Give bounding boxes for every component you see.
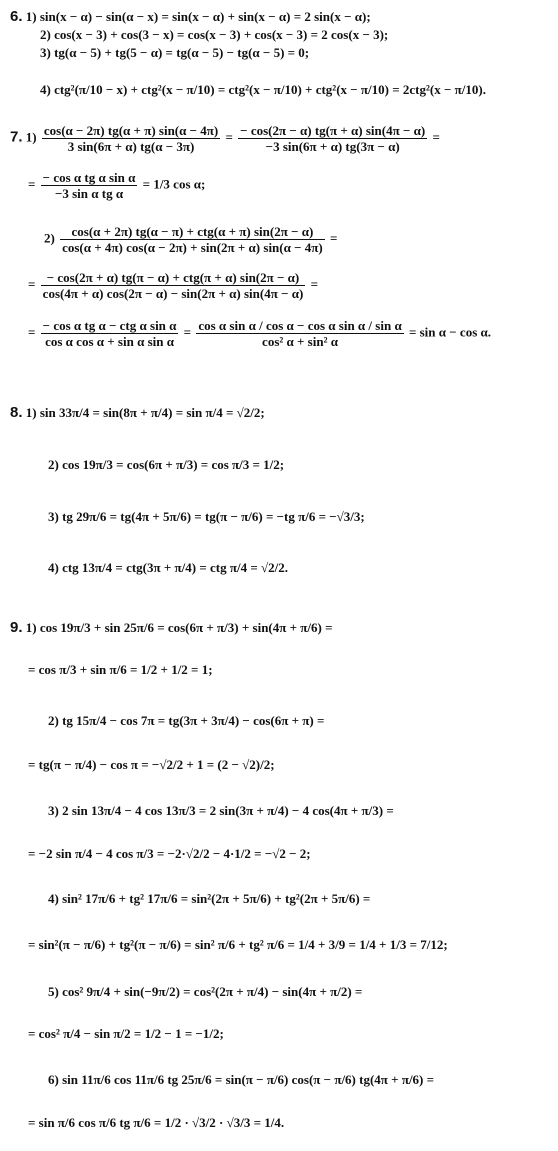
equation-line: 3) 2 sin 13π/4 − 4 cos 13π/3 = 2 sin(3π + π/4) − 4 cos(4π + π/3) = bbox=[48, 803, 394, 818]
equation-line: = $\frac{\text{− cos α tg α sin α}}{\text{−3 sin α tg α}}$ = 1/3 cos α; bbox=[28, 170, 206, 201]
denominator: cos(4π + α) cos(2π − α) − sin(2π + α) sin(4π − α) bbox=[42, 286, 304, 301]
result: = sin α − cos α. bbox=[408, 324, 492, 340]
denominator: −3 sin(6π + α) tg(3π − α) bbox=[265, 139, 400, 154]
equation-line: 3) tg(α − 5) + tg(5 − α) = tg(α − 5) − tg(α − 5) = 0; bbox=[40, 45, 310, 60]
equation-line: = −2 sin π/4 − 4 cos π/3 = −2·√2/2 − 4·1/2 = −√2 − 2; bbox=[28, 846, 311, 861]
equation-line: = sin²(π − π/6) + tg²(π − π/6) = sin² π/6 + tg² π/6 = 1/4 + 3/9 = 1/4 + 1/3 = 7/12; bbox=[28, 937, 448, 952]
equation-line: = cos π/3 + sin π/6 = 1/2 + 1/2 = 1; bbox=[28, 662, 213, 677]
equation-line: 4) sin² 17π/6 + tg² 17π/6 = sin²(2π + 5π/6) + tg²(2π + 5π/6) = bbox=[48, 891, 371, 906]
fraction bbox=[196, 318, 403, 349]
fraction bbox=[238, 123, 427, 154]
part-label: 1) bbox=[25, 129, 37, 145]
problem-7-part-1: 7. 1) $\frac{\cos(\alpha - 2\pi) tg(\alpha + \pi) \sin(\alpha - 4\pi)}{3 \sin(6\pi + \alpha) tg(\alpha - 3\pi)}$ = $\frac{- \cos(2\pi - \alpha) tg(\pi + \alpha) \sin(4\pi - \alpha)}{-3 \sin(6\pi + \alpha) tg(3\pi - \alpha)}$ = bbox=[10, 123, 440, 154]
fraction bbox=[41, 318, 179, 349]
result: = 1/3 cos α; bbox=[142, 176, 206, 192]
numerator: cos(α − 2π) tg(α + π) sin(α − 4π) bbox=[43, 123, 219, 138]
numerator: cos α sin α / cos α − cos α sin α / sin α bbox=[198, 318, 402, 333]
problem-number: 7. bbox=[10, 128, 23, 146]
problem-number: 9. bbox=[10, 619, 23, 636]
fraction bbox=[60, 224, 325, 255]
equation-line: = $\frac{\text{− cos α tg α − ctg α sin α}}{\text{cos α cos α + sin α sin α}}$ = $\frac{\text{cos α sin α / cos α − cos α sin α / sin α}}{\text{cos² α + sin² α}}$ = sin α − cos α. bbox=[28, 318, 492, 349]
equation-line: 1) sin(x − α) − sin(α − x) = sin(x − α) + sin(x − α) = 2 sin(x − α); bbox=[25, 9, 371, 24]
equation-line: 1) sin 33π/4 = sin(8π + π/4) = sin π/4 = √2/2; bbox=[25, 405, 265, 420]
problem-7-part-2: 2) $\frac{\text{cos(α + 2π) tg(α − π) + ctg(α + π) sin(2π − α)}}{\cos(\alpha + 4\pi) \cos(\alpha - 2\pi) + \sin(2\pi + \alpha) \sin(\alpha - 4\pi)}$ = bbox=[44, 224, 338, 255]
equation-line: 3) tg 29π/6 = tg(4π + 5π/6) = tg(π − π/6) = −tg π/6 = −√3/3; bbox=[48, 509, 365, 524]
numerator: cos(α + 2π) tg(α − π) + ctg(α + π) sin(2π − α) bbox=[60, 224, 325, 240]
equation-line: = cos² π/4 − sin π/2 = 1/2 − 1 = −1/2; bbox=[28, 1026, 224, 1041]
equation-line: = sin π/6 cos π/6 tg π/6 = 1/2 · √3/2 · √3/3 = 1/4. bbox=[28, 1115, 285, 1130]
fraction bbox=[42, 123, 220, 154]
denominator: cos(α + 4π) cos(α − 2π) + sin(2π + α) sin(α − 4π) bbox=[62, 240, 323, 255]
problem-number: 6. bbox=[10, 8, 23, 25]
equation-line: 2) cos 19π/3 = cos(6π + π/3) = cos π/3 = 1/2; bbox=[48, 457, 285, 472]
numerator: − cos α tg α − ctg α sin α bbox=[42, 318, 177, 333]
part-label: 2) bbox=[44, 230, 55, 246]
problem-9 bbox=[10, 620, 333, 635]
equation-line: 6) sin 11π/6 cos 11π/6 tg 25π/6 = sin(π − π/6) cos(π − π/6) tg(4π + π/6) = bbox=[48, 1072, 435, 1087]
problem-6 bbox=[10, 9, 371, 24]
equation-line: 4) ctg²(π/10 − x) + ctg²(x − π/10) = ctg²(x − π/10) + ctg²(x − π/10) = 2ctg²(x − π/10). bbox=[40, 82, 486, 97]
denominator: cos α cos α + sin α sin α bbox=[45, 334, 174, 349]
fraction bbox=[41, 170, 138, 201]
numerator: − cos(2π + α) tg(π − α) + ctg(π + α) sin(2π − α) bbox=[41, 270, 306, 286]
denominator: cos² α + sin² α bbox=[262, 334, 338, 349]
problem-number: 8. bbox=[10, 404, 23, 421]
fraction bbox=[41, 270, 306, 301]
equation-line: = $\frac{\text{− cos(2π + α) tg(π − α) + ctg(π + α) sin(2π − α)}}{\cos(4\pi + \alpha) \cos(2\pi - \alpha) - \sin(2\pi + \alpha) \sin(4\pi - \alpha)}$ = bbox=[28, 270, 318, 301]
numerator: − cos(2π − α) tg(π + α) sin(4π − α) bbox=[240, 123, 426, 138]
equation-line: 2) tg 15π/4 − cos 7π = tg(3π + 3π/4) − cos(6π + π) = bbox=[48, 713, 325, 728]
equation-line: 2) cos(x − 3) + cos(3 − x) = cos(x − 3) + cos(x − 3) = 2 cos(x − 3); bbox=[40, 27, 389, 42]
denominator: −3 sin α tg α bbox=[54, 186, 124, 201]
equation-line: = tg(π − π/4) − cos π = −√2/2 + 1 = (2 − √2)/2; bbox=[28, 757, 275, 772]
equation-line: 1) cos 19π/3 + sin 25π/6 = cos(6π + π/3) + sin(4π + π/6) = bbox=[25, 620, 333, 635]
equation-line: 4) ctg 13π/4 = ctg(3π + π/4) = ctg π/4 = √2/2. bbox=[48, 560, 288, 575]
problem-8 bbox=[10, 405, 265, 420]
denominator: 3 sin(6π + α) tg(α − 3π) bbox=[67, 139, 195, 154]
numerator: − cos α tg α sin α bbox=[42, 170, 136, 185]
equation-line: 5) cos² 9π/4 + sin(−9π/2) = cos²(2π + π/4) − sin(4π + π/2) = bbox=[48, 984, 363, 999]
